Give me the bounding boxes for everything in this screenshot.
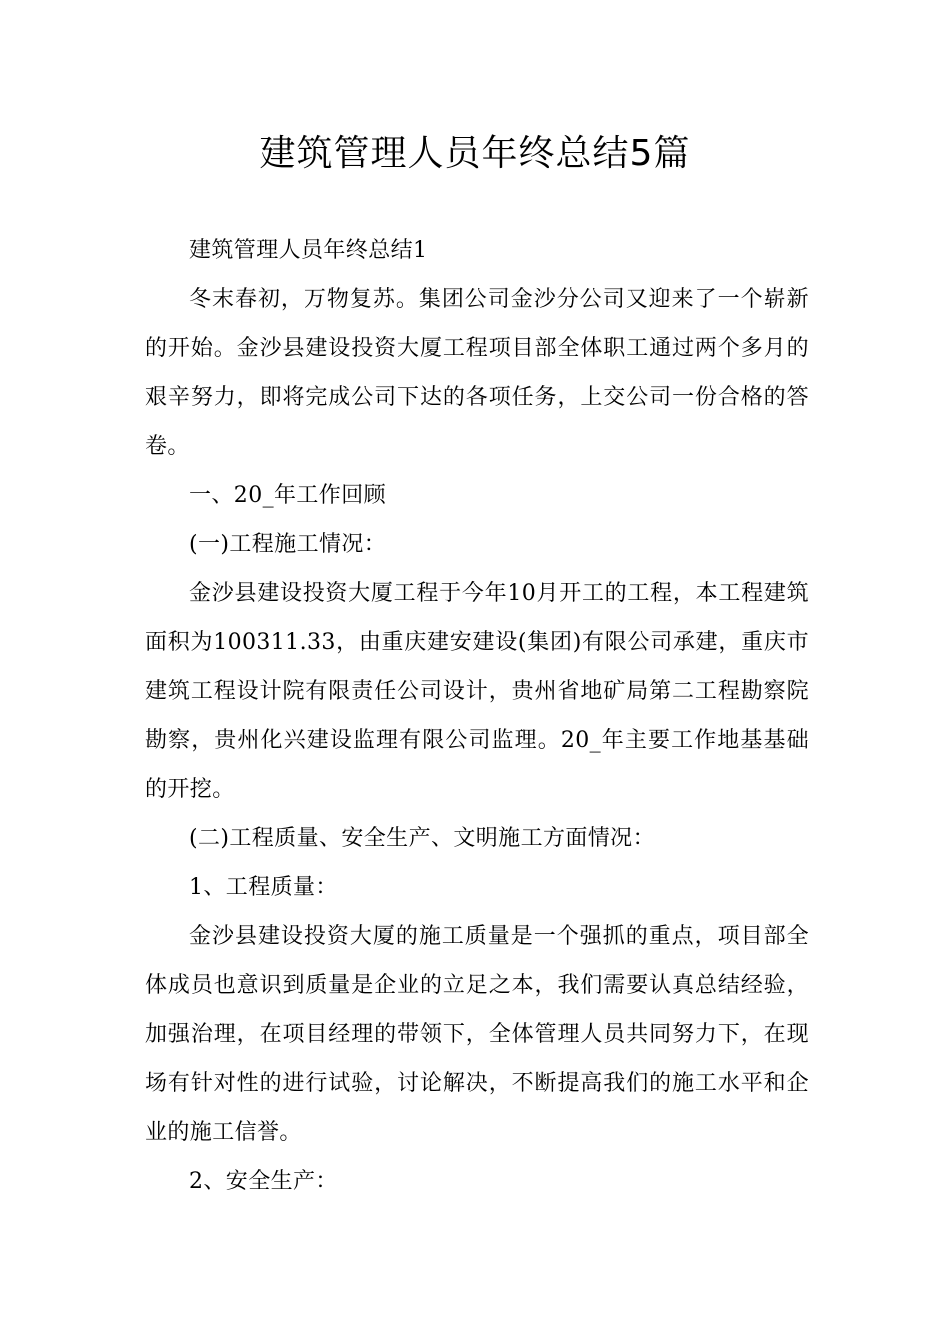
section-heading: 建筑管理人员年终总结1 <box>189 238 428 263</box>
body-paragraph: 金沙县建设投资大厦工程于今年10月开工的工程，本工程建筑面积为100311.33，由重庆建安建设(集团)有限公司承建，重庆市建筑工程设计院有限责任公司设计，贵州省地矿局第二工程勘察院勘察，贵州化兴建设监理有限公司监理。20_年主要工作地基基础的开挖。 <box>145 581 809 802</box>
subsection-heading: (二)工程质量、安全生产、文明施工方面情况： <box>189 826 655 851</box>
item-heading: 2、安全生产： <box>189 1169 338 1194</box>
item-heading: 1、工程质量： <box>189 875 338 900</box>
section-heading: 一、20_年工作回顾 <box>189 483 386 508</box>
document-body <box>145 226 809 1206</box>
subsection-heading: (一)工程施工情况： <box>189 532 387 557</box>
body-paragraph: 冬末春初，万物复苏。集团公司金沙分公司又迎来了一个崭新的开始。金沙县建设投资大厦工程项目部全体职工通过两个多月的艰辛努力，即将完成公司下达的各项任务，上交公司一份合格的答卷。 <box>145 287 809 459</box>
body-paragraph: 金沙县建设投资大厦的施工质量是一个强抓的重点，项目部全体成员也意识到质量是企业的立足之本，我们需要认真总结经验，加强治理，在项目经理的带领下，全体管理人员共同努力下，在现场有针对性的进行试验，讨论解决，不断提高我们的施工水平和企业的施工信誉。 <box>145 924 809 1145</box>
document-title: 建筑管理人员年终总结5篇 <box>259 133 691 174</box>
